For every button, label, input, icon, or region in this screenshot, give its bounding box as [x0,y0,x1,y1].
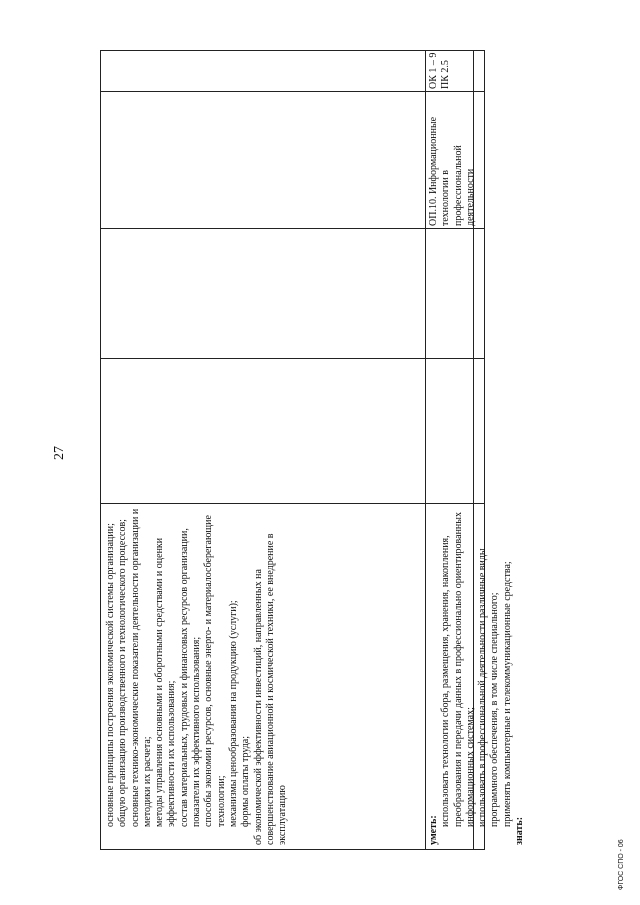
it-skills-cell [428,507,526,845]
skill-item: использовать технологии сбора, размещения, хранения, накопления, преобразования и передачи данных в профессионально ориентированных информационных системах; [440,511,476,827]
footer-mark: ФГОС СПО - 06 [618,839,625,890]
column-divider [101,228,484,229]
column-divider [101,91,484,92]
discipline-cell: ОП.10. Информационные технологии в профессиональной деятельности [428,116,476,226]
list-item: об экономической эффективности инвестиций, направленных на совершенствование авиационной и космической техники, ее внедрение в эксплуатацию [252,533,289,845]
list-item: общую организацию производственного и технологического процессов; [117,519,129,827]
umet-label: уметь: [428,815,439,845]
list-item: механизмы ценообразования на продукцию (услуги); [227,600,239,827]
znat-label: знать: [514,816,526,845]
list-item: основные технико-экономические показатели деятельности организации и методики их расчета; [129,508,153,827]
skill-item: применять компьютерные и телекоммуникационные средства; [501,561,513,827]
list-item: основные принципы построения экономической системы организации; [105,523,116,827]
curriculum-table [100,50,526,850]
list-item: методы управления основными и оборотными средствами и оценки эффективности их использования; [154,537,178,827]
economics-knowledge-cell [105,507,289,845]
column-divider [101,358,484,359]
list-item: формы оплаты труда; [240,735,252,827]
list-item: состав материальных, трудовых и финансовых ресурсов организации, показатели их эффективного использования; [178,528,203,827]
skill-item: использовать в профессиональной деятельности различные виды программного обеспечения, в том числе специального; [477,548,501,827]
column-divider [101,503,484,504]
competencies-cell: ОК 1 – 9 ПК 2.5 [428,52,452,89]
list-item: способы экономии ресурсов, основные энерго- и материалосберегающие технологии; [203,515,227,827]
page-number: 27 [52,446,67,460]
row-divider [425,51,426,849]
